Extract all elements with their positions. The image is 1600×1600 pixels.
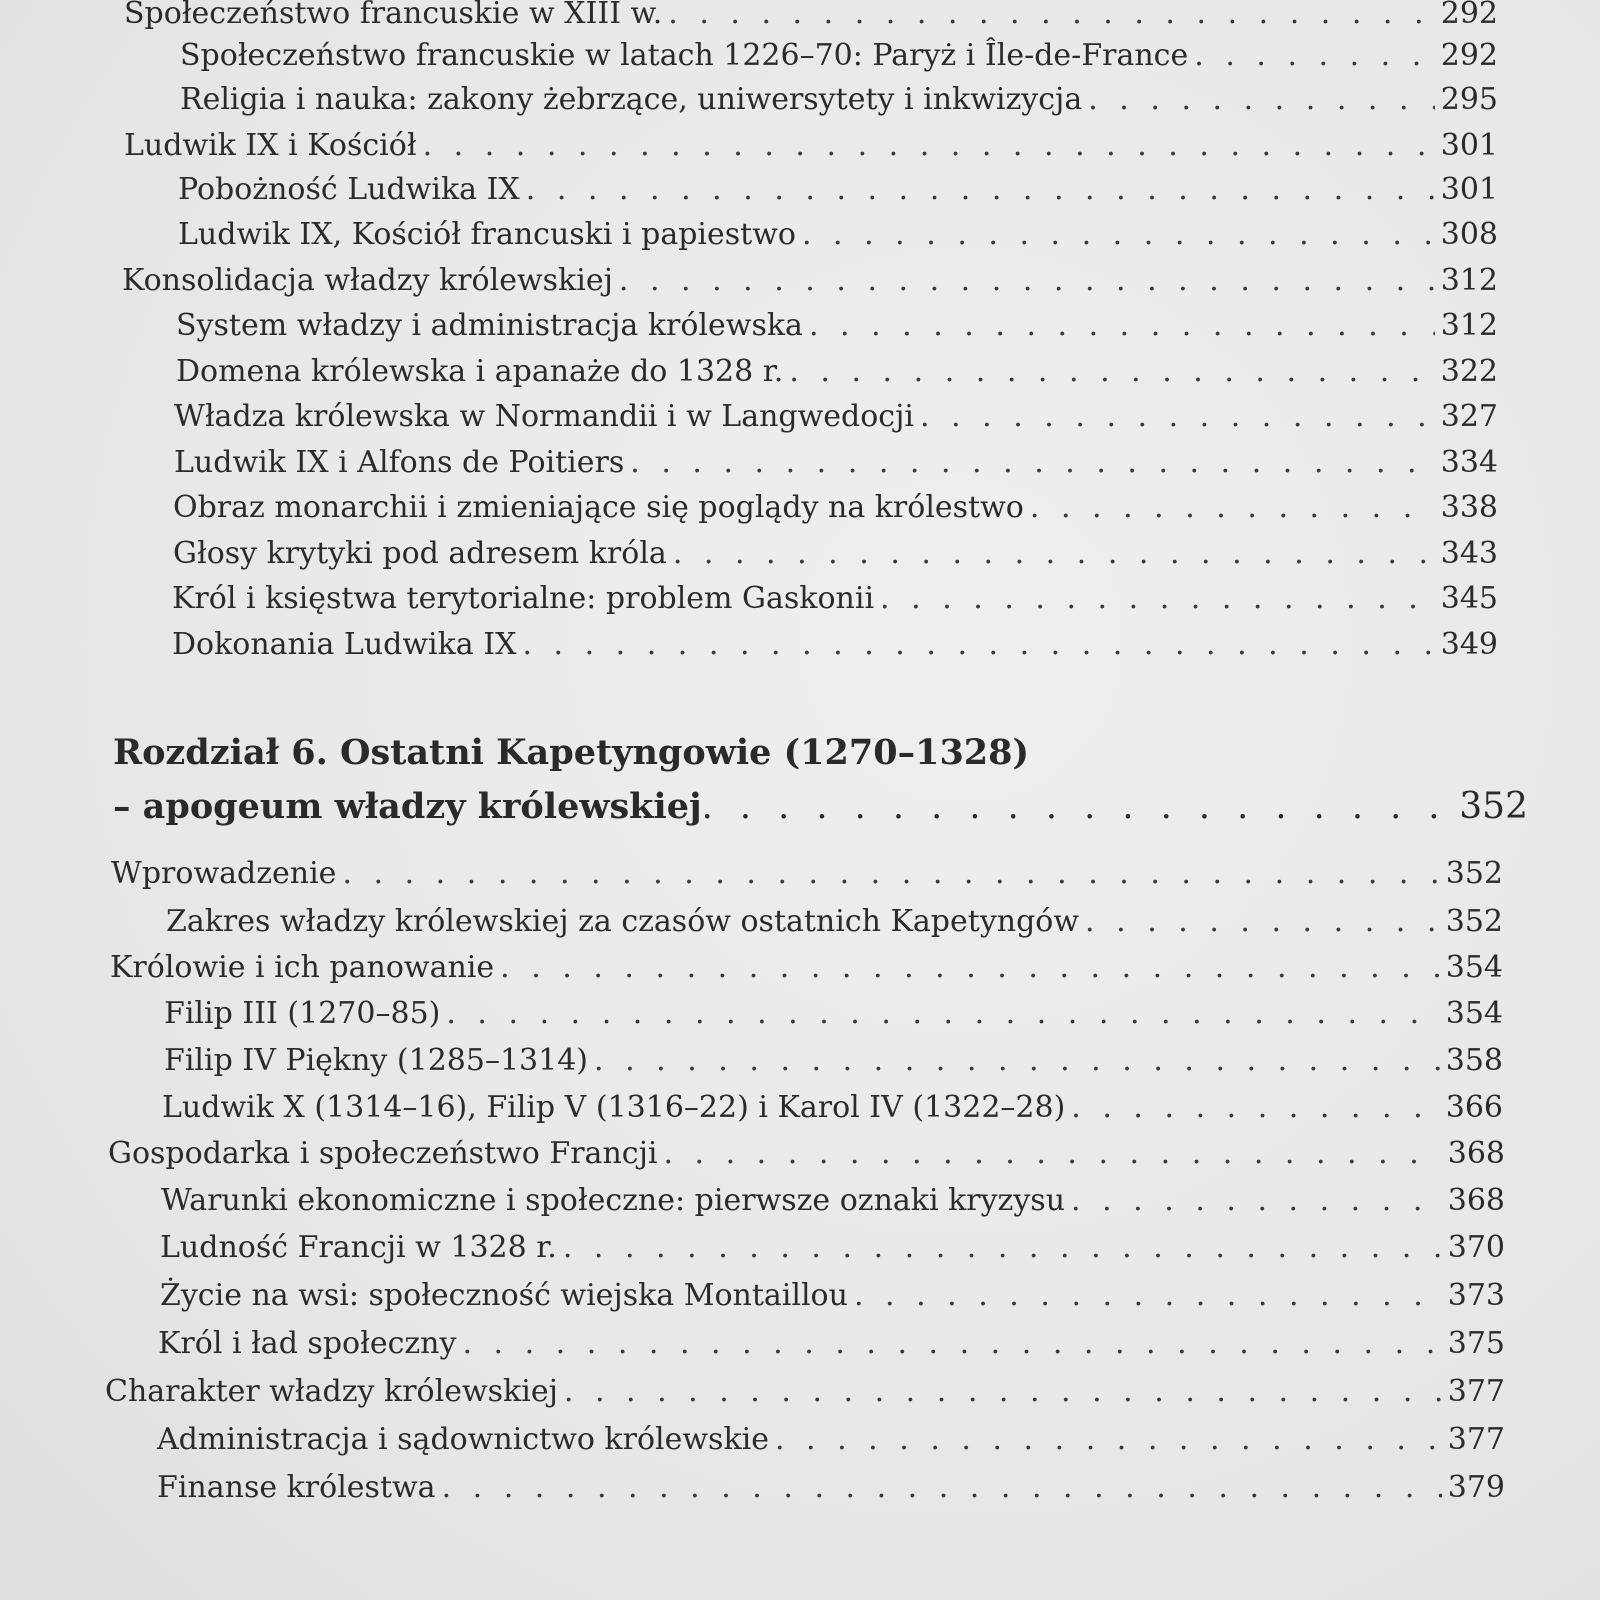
toc-entry-page: 373 [1447,1278,1505,1313]
toc-entry-page: 349 [1440,627,1498,662]
toc-entry-title: Zakres władzy królewskiej za czasów ostatnich Kapetyngów [166,904,1080,939]
chapter-heading [113,726,1528,834]
leader-dots [500,950,1440,986]
toc-entry-title: Władza królewska w Normandii i w Langwedocji [174,399,915,434]
toc-entry [180,82,1498,118]
chapter-title-line1: Rozdział 6. Ostatni Kapetyngowie (1270–1328) [113,732,1030,773]
leader-dots [423,128,1435,164]
toc-entry [157,1422,1505,1458]
toc-entry-page: 295 [1440,82,1498,117]
toc-entry-title: Król i księstwa terytorialne: problem Gaskonii [172,581,875,616]
leader-dots [1194,38,1434,74]
toc-entry [105,1374,1505,1410]
toc-entry-title: Finanse królestwa [157,1470,436,1505]
toc-entry-page: 352 [1445,856,1503,891]
leader-dots [673,536,1435,572]
toc-entry-title: Konsolidacja władzy królewskiej [122,263,613,298]
toc-entry-title: Głosy krytyki pod adresem króla [173,536,667,571]
toc-entry-page: 308 [1440,217,1498,252]
toc-entry-page: 354 [1445,950,1503,985]
leader-dots [1030,490,1435,526]
toc-entry-title: Domena królewska i apanaże do 1328 r. [176,354,784,389]
toc-entry-title: Pobożność Ludwika IX [178,172,520,207]
toc-entry [161,1183,1505,1219]
leader-dots [880,581,1435,617]
toc-entry-title: Filip IV Piękny (1285–1314) [164,1043,589,1078]
toc-entry-page: 377 [1447,1374,1505,1409]
leader-dots [522,627,1434,663]
toc-entry [172,627,1498,663]
toc-entry-title: Religia i nauka: zakony żebrzące, uniwersytety i inkwizycja [180,82,1083,117]
toc-entry-title: Królowie i ich panowanie [110,950,495,985]
toc-entry-page: 366 [1445,1090,1503,1125]
toc-entry-title: Ludność Francji w 1328 r. [160,1230,557,1265]
leader-dots [668,0,1434,32]
toc-entry-page: 370 [1447,1230,1505,1265]
toc-entry-page: 343 [1440,536,1498,571]
toc-entry-page: 327 [1440,399,1498,434]
toc-entry-title: Dokonania Ludwika IX [172,627,517,662]
leader-dots [1071,1183,1442,1219]
chapter-page: 352 [1459,786,1528,827]
toc-entry [178,172,1498,208]
toc-entry [180,38,1498,74]
chapter-title-line2-row [113,780,1528,834]
toc-entry-page: 377 [1447,1422,1505,1457]
leader-dots [594,1043,1440,1079]
toc-entry-page: 292 [1440,0,1498,31]
leader-dots [920,399,1435,435]
toc-entry [124,128,1498,164]
leader-dots [789,354,1434,390]
toc-entry [176,308,1498,344]
toc-entry [160,1278,1505,1314]
toc-entry-page: 301 [1440,172,1498,207]
toc-entry-title: Obraz monarchii i zmieniające się poglądy na królestwo [173,490,1024,525]
toc-entry [178,217,1498,253]
toc-entry-title: Wprowadzenie [111,856,337,891]
toc-entry [174,445,1498,481]
toc-entry [124,0,1498,32]
toc-entry-page: 352 [1445,904,1503,939]
leader-dots [802,217,1435,253]
toc-entry [164,996,1503,1032]
toc-entry-title: Gospodarka i społeczeństwo Francji [108,1136,658,1171]
toc-entry [166,904,1503,940]
toc-entry [173,536,1498,572]
toc-entry-page: 368 [1447,1136,1505,1171]
toc-entry-title: Filip III (1270–85) [164,996,441,1031]
toc-entry-page: 338 [1440,490,1498,525]
chapter-title-line2: – apogeum władzy królewskiej [113,786,702,827]
toc-entry [158,1326,1505,1362]
leader-dots [564,1374,1442,1410]
leader-dots [342,856,1439,892]
leader-dots [663,1136,1441,1172]
toc-entry [173,490,1498,526]
toc-entry-page: 358 [1445,1043,1503,1078]
toc-entry-page: 312 [1440,308,1498,343]
toc-entry-title: Warunki ekonomiczne i społeczne: pierwsze oznaki kryzysu [161,1183,1066,1218]
toc-entry [122,263,1498,299]
toc-entry-title: Społeczeństwo francuskie w latach 1226–70: Paryż i Île-de-France [180,38,1189,73]
leader-dots [775,1422,1442,1458]
toc-entry-title: Ludwik X (1314–16), Filip V (1316–22) i Karol IV (1322–28) [162,1090,1066,1125]
leader-dots [526,172,1435,208]
leader-dots [462,1326,1441,1362]
toc-entry-title: Życie na wsi: społeczność wiejska Montaillou [160,1278,848,1313]
toc-entry-page: 354 [1445,996,1503,1031]
toc-entry-page: 292 [1440,38,1498,73]
toc-entry-page: 301 [1440,128,1498,163]
leader-dots [1071,1090,1439,1126]
leader-dots [809,308,1435,344]
leader-dots [1088,82,1435,118]
leader-dots [630,445,1434,481]
toc-entry [110,950,1503,986]
toc-entry-title: Charakter władzy królewskiej [105,1374,558,1409]
leader-dots [619,263,1435,299]
toc-entry [176,354,1498,390]
toc-entry-page: 375 [1447,1326,1505,1361]
toc-entry-title: Ludwik IX, Kościół francuski i papiestwo [178,217,796,252]
toc-entry-page: 379 [1447,1470,1505,1505]
toc-entry [172,581,1498,617]
toc-entry [160,1230,1505,1266]
leader-dots [854,1278,1442,1314]
toc-entry [108,1136,1505,1172]
toc-entry [174,399,1498,435]
toc-entry-page: 345 [1440,581,1498,616]
leader-dots [702,780,1452,834]
leader-dots [442,1470,1442,1506]
toc-entry-title: System władzy i administracja królewska [176,308,803,343]
toc-entry [157,1470,1505,1506]
toc-entry-page: 312 [1440,263,1498,298]
toc-entry [162,1090,1503,1126]
leader-dots [446,996,1439,1032]
leader-dots [1085,904,1440,940]
toc-entry-title: Ludwik IX i Alfons de Poitiers [174,445,625,480]
toc-entry-title: Społeczeństwo francuskie w XIII w. [124,0,663,31]
toc-entry [111,856,1503,892]
toc-entry [164,1043,1503,1079]
toc-entry-title: Administracja i sądownictwo królewskie [157,1422,769,1457]
leader-dots [563,1230,1442,1266]
toc-entry-page: 368 [1447,1183,1505,1218]
toc-entry-title: Ludwik IX i Kościół [124,128,417,163]
toc-entry-page: 322 [1440,354,1498,389]
toc-entry-page: 334 [1440,445,1498,480]
toc-entry-title: Król i ład społeczny [158,1326,457,1361]
